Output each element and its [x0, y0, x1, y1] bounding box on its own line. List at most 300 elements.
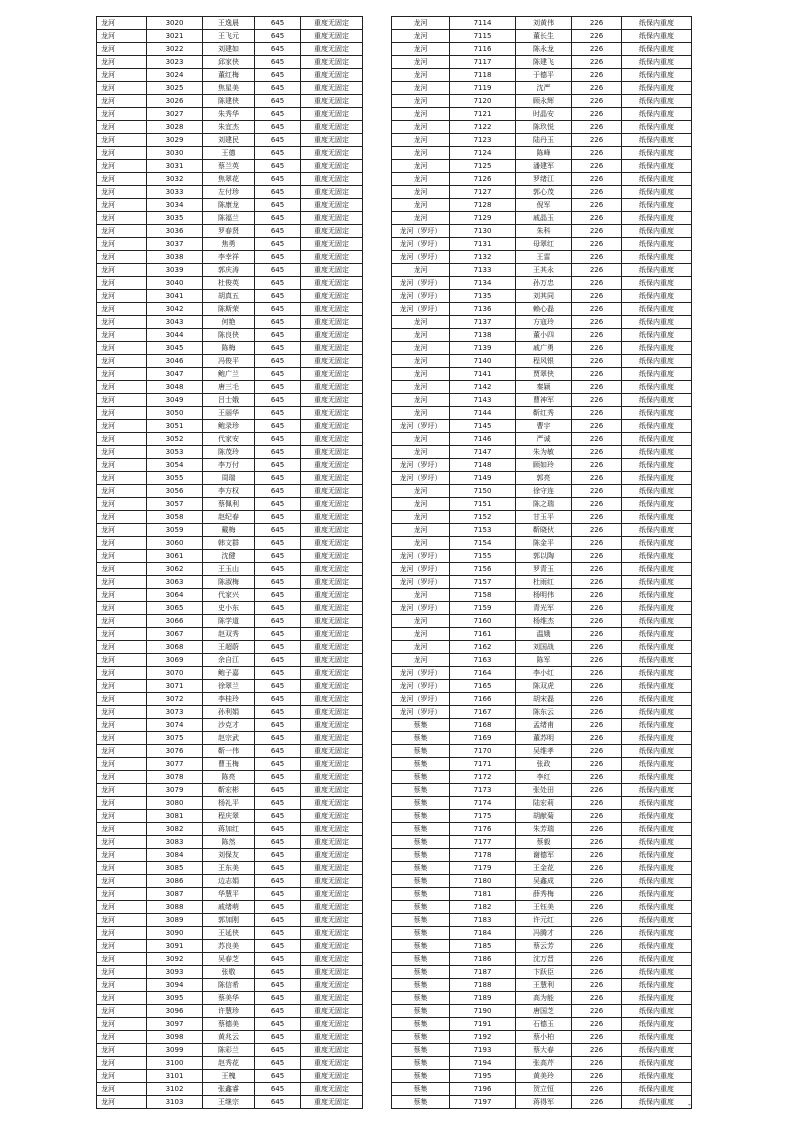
name-cell: 孟绪甫 [516, 719, 572, 732]
table-row [392, 134, 692, 147]
table-row [97, 953, 363, 966]
amount-cell: 645 [255, 680, 301, 693]
category-cell: 纸保内重度 [622, 277, 692, 290]
table-row [97, 823, 363, 836]
id-cell: 3098 [147, 1031, 203, 1044]
region-cell: 蔡集 [392, 1083, 450, 1096]
id-cell: 3053 [147, 446, 203, 459]
id-cell: 3052 [147, 433, 203, 446]
region-cell: 龙河（罗圩） [392, 225, 450, 238]
name-cell: 孙万忠 [516, 277, 572, 290]
table-row [97, 394, 363, 407]
region-cell: 龙河 [97, 1070, 147, 1083]
table-row [97, 368, 363, 381]
table-row [392, 654, 692, 667]
amount-cell: 226 [572, 134, 622, 147]
amount-cell: 226 [572, 1070, 622, 1083]
id-cell: 3100 [147, 1057, 203, 1070]
region-cell: 龙河 [97, 719, 147, 732]
name-cell: 徐翠兰 [203, 680, 255, 693]
amount-cell: 645 [255, 693, 301, 706]
region-cell: 龙河 [97, 43, 147, 56]
amount-cell: 226 [572, 17, 622, 30]
table-row [97, 199, 363, 212]
table-row [392, 550, 692, 563]
table-row [392, 160, 692, 173]
category-cell: 重度无固定 [301, 134, 363, 147]
region-cell: 蔡集 [392, 771, 450, 784]
region-cell: 龙河 [97, 1018, 147, 1031]
amount-cell: 226 [572, 43, 622, 56]
table-row [392, 17, 692, 30]
table-row [97, 706, 363, 719]
region-cell: 龙河 [97, 810, 147, 823]
amount-cell: 645 [255, 394, 301, 407]
name-cell: 陈茂玲 [203, 446, 255, 459]
amount-cell: 226 [572, 173, 622, 186]
table-row [97, 810, 363, 823]
amount-cell: 645 [255, 667, 301, 680]
category-cell: 纸保内重度 [622, 43, 692, 56]
name-cell: 陈东云 [516, 706, 572, 719]
category-cell: 纸保内重度 [622, 576, 692, 589]
amount-cell: 645 [255, 329, 301, 342]
name-cell: 蒋加红 [203, 823, 255, 836]
amount-cell: 645 [255, 17, 301, 30]
category-cell: 重度无固定 [301, 498, 363, 511]
table-row [392, 82, 692, 95]
category-cell: 纸保内重度 [622, 251, 692, 264]
region-cell: 蔡集 [392, 810, 450, 823]
id-cell: 7195 [450, 1070, 516, 1083]
name-cell: 严诚 [516, 433, 572, 446]
region-cell: 龙河 [97, 342, 147, 355]
table-row [97, 1005, 363, 1018]
category-cell: 纸保内重度 [622, 615, 692, 628]
left-roster-body [97, 17, 363, 1109]
name-cell: 罗春贤 [203, 225, 255, 238]
id-cell: 3079 [147, 784, 203, 797]
category-cell: 纸保内重度 [622, 95, 692, 108]
region-cell: 龙河 [97, 459, 147, 472]
table-row [97, 654, 363, 667]
region-cell: 龙河 [97, 173, 147, 186]
id-cell: 3063 [147, 576, 203, 589]
id-cell: 7137 [450, 316, 516, 329]
name-cell: 鲍录珍 [203, 420, 255, 433]
table-row [392, 745, 692, 758]
amount-cell: 645 [255, 875, 301, 888]
table-row [97, 342, 363, 355]
id-cell: 3087 [147, 888, 203, 901]
name-cell: 杨维杰 [516, 615, 572, 628]
id-cell: 3048 [147, 381, 203, 394]
amount-cell: 226 [572, 654, 622, 667]
name-cell: 蔡大春 [516, 1044, 572, 1057]
table-row [392, 537, 692, 550]
name-cell: 罗绪江 [516, 173, 572, 186]
name-cell: 李万付 [203, 459, 255, 472]
id-cell: 7143 [450, 394, 516, 407]
table-row [392, 238, 692, 251]
id-cell: 3089 [147, 914, 203, 927]
category-cell: 重度无固定 [301, 186, 363, 199]
region-cell: 蔡集 [392, 953, 450, 966]
category-cell: 重度无固定 [301, 628, 363, 641]
category-cell: 重度无固定 [301, 1057, 363, 1070]
amount-cell: 226 [572, 30, 622, 43]
amount-cell: 645 [255, 186, 301, 199]
category-cell: 重度无固定 [301, 732, 363, 745]
category-cell: 重度无固定 [301, 966, 363, 979]
category-cell: 纸保内重度 [622, 953, 692, 966]
region-cell: 蔡集 [392, 758, 450, 771]
region-cell: 龙河 [97, 303, 147, 316]
category-cell: 纸保内重度 [622, 732, 692, 745]
amount-cell: 645 [255, 758, 301, 771]
table-row [97, 108, 363, 121]
region-cell: 龙河 [97, 732, 147, 745]
id-cell: 3034 [147, 199, 203, 212]
name-cell: 吕士娥 [203, 394, 255, 407]
name-cell: 朱芳瑞 [516, 823, 572, 836]
region-cell: 龙河 [97, 368, 147, 381]
amount-cell: 645 [255, 1096, 301, 1109]
name-cell: 靳宏彬 [203, 784, 255, 797]
amount-cell: 226 [572, 563, 622, 576]
name-cell: 张高芹 [516, 1057, 572, 1070]
table-row [97, 888, 363, 901]
region-cell: 龙河 [392, 641, 450, 654]
region-cell: 龙河 [392, 56, 450, 69]
id-cell: 3058 [147, 511, 203, 524]
table-row [392, 576, 692, 589]
id-cell: 7134 [450, 277, 516, 290]
category-cell: 重度无固定 [301, 992, 363, 1005]
name-cell: 陈金平 [516, 537, 572, 550]
table-row [392, 407, 692, 420]
amount-cell: 645 [255, 641, 301, 654]
region-cell: 龙河 [97, 264, 147, 277]
table-row [392, 1096, 692, 1109]
category-cell: 重度无固定 [301, 1018, 363, 1031]
category-cell: 重度无固定 [301, 667, 363, 680]
category-cell: 纸保内重度 [622, 472, 692, 485]
table-row [392, 992, 692, 1005]
category-cell: 纸保内重度 [622, 706, 692, 719]
name-cell: 赵秀花 [203, 1057, 255, 1070]
id-cell: 3051 [147, 420, 203, 433]
amount-cell: 645 [255, 524, 301, 537]
table-row [97, 1057, 363, 1070]
category-cell: 重度无固定 [301, 446, 363, 459]
region-cell: 龙河 [97, 927, 147, 940]
region-cell: 龙河 [97, 199, 147, 212]
id-cell: 7129 [450, 212, 516, 225]
amount-cell: 226 [572, 56, 622, 69]
table-row [97, 17, 363, 30]
category-cell: 重度无固定 [301, 758, 363, 771]
region-cell: 龙河 [97, 446, 147, 459]
id-cell: 7194 [450, 1057, 516, 1070]
category-cell: 纸保内重度 [622, 1057, 692, 1070]
region-cell: 龙河 [97, 615, 147, 628]
amount-cell: 226 [572, 589, 622, 602]
name-cell: 王德 [203, 147, 255, 160]
table-row [97, 30, 363, 43]
id-cell: 7128 [450, 199, 516, 212]
region-cell: 龙河 [392, 173, 450, 186]
table-row [392, 693, 692, 706]
category-cell: 纸保内重度 [622, 602, 692, 615]
table-row [97, 680, 363, 693]
table-row [97, 485, 363, 498]
amount-cell: 226 [572, 420, 622, 433]
id-cell: 3099 [147, 1044, 203, 1057]
amount-cell: 645 [255, 901, 301, 914]
right-roster-body [392, 17, 692, 1109]
amount-cell: 645 [255, 914, 301, 927]
region-cell: 龙河（罗圩） [392, 277, 450, 290]
id-cell: 3028 [147, 121, 203, 134]
region-cell: 龙河 [392, 589, 450, 602]
amount-cell: 645 [255, 472, 301, 485]
table-row [97, 225, 363, 238]
name-cell: 陈建侠 [203, 95, 255, 108]
name-cell: 赵双秀 [203, 628, 255, 641]
amount-cell: 645 [255, 810, 301, 823]
region-cell: 龙河 [97, 381, 147, 394]
name-cell: 焦勇 [203, 238, 255, 251]
amount-cell: 226 [572, 602, 622, 615]
name-cell: 唐国芝 [516, 1005, 572, 1018]
amount-cell: 645 [255, 459, 301, 472]
region-cell: 龙河（罗圩） [392, 576, 450, 589]
category-cell: 纸保内重度 [622, 134, 692, 147]
table-row [392, 628, 692, 641]
amount-cell: 645 [255, 940, 301, 953]
amount-cell: 645 [255, 30, 301, 43]
name-cell: 蔡佩利 [203, 498, 255, 511]
category-cell: 重度无固定 [301, 472, 363, 485]
table-row [392, 1083, 692, 1096]
category-cell: 纸保内重度 [622, 433, 692, 446]
region-cell: 龙河（罗圩） [392, 472, 450, 485]
category-cell: 重度无固定 [301, 719, 363, 732]
region-cell: 龙河 [97, 1044, 147, 1057]
id-cell: 7180 [450, 875, 516, 888]
name-cell: 郭心茂 [516, 186, 572, 199]
amount-cell: 226 [572, 1005, 622, 1018]
region-cell: 蔡集 [392, 1005, 450, 1018]
amount-cell: 226 [572, 342, 622, 355]
region-cell: 龙河 [97, 238, 147, 251]
category-cell: 纸保内重度 [622, 992, 692, 1005]
table-row [392, 901, 692, 914]
name-cell: 李红 [516, 771, 572, 784]
table-row [97, 992, 363, 1005]
name-cell: 王逸晨 [203, 17, 255, 30]
category-cell: 重度无固定 [301, 524, 363, 537]
category-cell: 纸保内重度 [622, 381, 692, 394]
id-cell: 7165 [450, 680, 516, 693]
id-cell: 3076 [147, 745, 203, 758]
table-row [97, 147, 363, 160]
amount-cell: 645 [255, 953, 301, 966]
id-cell: 3024 [147, 69, 203, 82]
region-cell: 蔡集 [392, 745, 450, 758]
amount-cell: 645 [255, 979, 301, 992]
amount-cell: 226 [572, 719, 622, 732]
amount-cell: 645 [255, 69, 301, 82]
name-cell: 石德玉 [516, 1018, 572, 1031]
region-cell: 蔡集 [392, 1096, 450, 1109]
amount-cell: 645 [255, 927, 301, 940]
category-cell: 纸保内重度 [622, 1031, 692, 1044]
name-cell: 鲍广兰 [203, 368, 255, 381]
name-cell: 陈双虎 [516, 680, 572, 693]
id-cell: 3071 [147, 680, 203, 693]
category-cell: 纸保内重度 [622, 784, 692, 797]
amount-cell: 226 [572, 290, 622, 303]
id-cell: 7116 [450, 43, 516, 56]
amount-cell: 226 [572, 823, 622, 836]
amount-cell: 645 [255, 797, 301, 810]
category-cell: 重度无固定 [301, 589, 363, 602]
id-cell: 7140 [450, 355, 516, 368]
id-cell: 7164 [450, 667, 516, 680]
name-cell: 郭亮 [516, 472, 572, 485]
name-cell: 陈信希 [203, 979, 255, 992]
category-cell: 纸保内重度 [622, 69, 692, 82]
name-cell: 陈之瑞 [516, 498, 572, 511]
name-cell: 卞跃臣 [516, 966, 572, 979]
amount-cell: 226 [572, 407, 622, 420]
name-cell: 苏良美 [203, 940, 255, 953]
name-cell: 曹宇 [516, 420, 572, 433]
region-cell: 龙河（罗圩） [392, 706, 450, 719]
category-cell: 重度无固定 [301, 17, 363, 30]
region-cell: 龙河（罗圩） [392, 420, 450, 433]
name-cell: 陈永龙 [516, 43, 572, 56]
table-row [392, 1005, 692, 1018]
region-cell: 龙河 [97, 550, 147, 563]
name-cell: 朱宜杰 [203, 121, 255, 134]
table-row [97, 459, 363, 472]
category-cell: 纸保内重度 [622, 862, 692, 875]
region-cell: 龙河 [392, 17, 450, 30]
region-cell: 龙河 [392, 446, 450, 459]
region-cell: 龙河（罗圩） [392, 290, 450, 303]
category-cell: 重度无固定 [301, 95, 363, 108]
name-cell: 陈然 [203, 836, 255, 849]
name-cell: 蔡德美 [203, 1018, 255, 1031]
name-cell: 代家安 [203, 433, 255, 446]
name-cell: 王延侠 [203, 927, 255, 940]
id-cell: 7174 [450, 797, 516, 810]
category-cell: 重度无固定 [301, 251, 363, 264]
table-row [97, 615, 363, 628]
category-cell: 重度无固定 [301, 602, 363, 615]
id-cell: 7115 [450, 30, 516, 43]
region-cell: 龙河 [97, 758, 147, 771]
amount-cell: 645 [255, 706, 301, 719]
amount-cell: 226 [572, 394, 622, 407]
region-cell: 龙河 [97, 472, 147, 485]
id-cell: 3041 [147, 290, 203, 303]
category-cell: 纸保内重度 [622, 524, 692, 537]
amount-cell: 645 [255, 563, 301, 576]
category-cell: 纸保内重度 [622, 108, 692, 121]
id-cell: 3091 [147, 940, 203, 953]
name-cell: 靳红秀 [516, 407, 572, 420]
category-cell: 纸保内重度 [622, 771, 692, 784]
region-cell: 龙河 [97, 56, 147, 69]
category-cell: 重度无固定 [301, 979, 363, 992]
category-cell: 纸保内重度 [622, 1005, 692, 1018]
category-cell: 重度无固定 [301, 875, 363, 888]
region-cell: 龙河 [97, 147, 147, 160]
table-row [97, 979, 363, 992]
name-cell: 刘其同 [516, 290, 572, 303]
table-row [392, 719, 692, 732]
region-cell: 龙河 [97, 186, 147, 199]
table-row [97, 433, 363, 446]
id-cell: 7119 [450, 82, 516, 95]
region-cell: 龙河 [97, 329, 147, 342]
region-cell: 龙河 [97, 17, 147, 30]
id-cell: 3078 [147, 771, 203, 784]
amount-cell: 226 [572, 576, 622, 589]
id-cell: 7188 [450, 979, 516, 992]
region-cell: 蔡集 [392, 862, 450, 875]
id-cell: 7177 [450, 836, 516, 849]
category-cell: 纸保内重度 [622, 940, 692, 953]
amount-cell: 645 [255, 732, 301, 745]
name-cell: 黄兆云 [203, 1031, 255, 1044]
id-cell: 3070 [147, 667, 203, 680]
amount-cell: 645 [255, 368, 301, 381]
region-cell: 龙河 [97, 576, 147, 589]
region-cell: 龙河 [97, 628, 147, 641]
region-cell: 龙河 [97, 420, 147, 433]
id-cell: 3033 [147, 186, 203, 199]
amount-cell: 645 [255, 121, 301, 134]
amount-cell: 226 [572, 940, 622, 953]
category-cell: 重度无固定 [301, 641, 363, 654]
name-cell: 温娥 [516, 628, 572, 641]
amount-cell: 226 [572, 121, 622, 134]
region-cell: 龙河 [97, 1031, 147, 1044]
name-cell: 鲍子嘉 [203, 667, 255, 680]
id-cell: 3095 [147, 992, 203, 1005]
name-cell: 边志娟 [203, 875, 255, 888]
category-cell: 纸保内重度 [622, 329, 692, 342]
amount-cell: 226 [572, 550, 622, 563]
region-cell: 龙河 [97, 888, 147, 901]
region-cell: 龙河 [97, 953, 147, 966]
region-cell: 龙河 [97, 108, 147, 121]
table-row [97, 1018, 363, 1031]
table-row [392, 914, 692, 927]
table-row [97, 1070, 363, 1083]
amount-cell: 645 [255, 147, 301, 160]
region-cell: 蔡集 [392, 823, 450, 836]
id-cell: 3066 [147, 615, 203, 628]
table-row [97, 797, 363, 810]
amount-cell: 226 [572, 797, 622, 810]
name-cell: 沈万晋 [516, 953, 572, 966]
